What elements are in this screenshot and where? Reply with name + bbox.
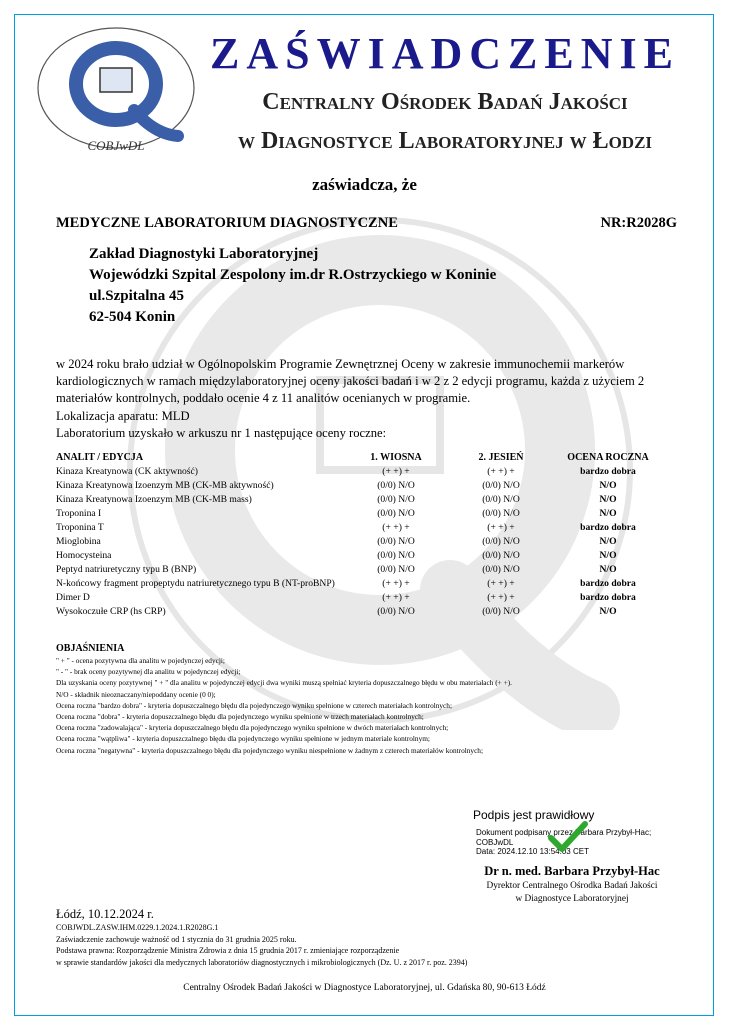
document-id: COBJWDL.ZASW.IHM.0229.1.2024.1.R2028G.1 <box>56 923 219 932</box>
signature-org: COBJwDL <box>476 837 514 847</box>
autumn-result-cell: (0/0) N/O <box>482 550 520 561</box>
spring-result-cell: (0/0) N/O <box>377 536 415 547</box>
annual-rating-cell: N/O <box>599 508 617 519</box>
table-row <box>56 549 686 563</box>
cobjwdl-logo <box>36 26 196 156</box>
annual-rating-cell: N/O <box>599 536 617 547</box>
table-row <box>56 493 686 507</box>
analyte-cell: Kinaza Kreatynowa Izoenzym MB (CK-MB aktywność) <box>56 480 274 491</box>
annual-rating-cell: bardzo dobra <box>580 592 636 603</box>
table-row <box>56 591 686 605</box>
explanation-line: Ocena roczna "wątpliwa" - kryteria dopuszczalnego błędu dla pojedynczego wyniku spełnione w jednym materiale kontrolnym; <box>56 734 430 744</box>
table-row <box>56 577 686 591</box>
results-intro: Laboratorium uzyskało w arkuszu nr 1 następujące oceny roczne: <box>56 425 387 440</box>
analyte-cell: Homocysteina <box>56 550 112 561</box>
annual-rating-cell: N/O <box>599 480 617 491</box>
annual-rating-cell: bardzo dobra <box>580 466 636 477</box>
autumn-result-cell: (+ +) + <box>487 522 515 533</box>
spring-result-cell: (0/0) N/O <box>377 494 415 505</box>
explanation-line: N/O - składnik nieoznaczany/niepoddany ocenie (0 0); <box>56 689 216 699</box>
header-spring: 1. WIOSNA <box>370 452 422 463</box>
spring-result-cell: (0/0) N/O <box>377 550 415 561</box>
autumn-result-cell: (0/0) N/O <box>482 480 520 491</box>
checkmark-icon <box>548 820 588 854</box>
table-row <box>56 507 686 521</box>
analyte-cell: Kinaza Kreatynowa (CK aktywność) <box>56 466 198 477</box>
laboratory-number: NR:R2028G <box>600 215 677 231</box>
analyte-cell: Peptyd natriuretyczny typu B (BNP) <box>56 564 197 575</box>
place-date: Łódź, 10.12.2024 r. <box>56 907 154 921</box>
footer-info <box>56 906 467 968</box>
analyte-cell: Kinaza Kreatynowa Izoenzym MB (CK-MB mass) <box>56 494 252 505</box>
spring-result-cell: (+ +) + <box>382 592 410 603</box>
validity-statement: Zaświadczenie zachowuje ważność od 1 stycznia do 31 grudnia 2025 roku. <box>56 934 297 944</box>
issuer-name-line2: w Diagnostyce Laboratoryjnej w Łodzi <box>237 128 653 154</box>
participation-paragraph: w 2024 roku brało udział w Ogólnopolskim Programie Zewnętrznej Oceny w zakresie immunochemii markerów kardiologicznych w ramach międzylaboratoryjnej oceny jakości badań i w 2 z 2 edycji programu, każda z użyciem 2 materiałów kontrolnych, poddało ocenie 4 z 11 analitów ocenianych w programie. <box>56 357 645 406</box>
explanation-line: Ocena roczna "dobra" - kryteria dopuszczalnego błędu dla pojedynczego wyniku spełnione w trzech materiałach kontrolnych; <box>56 712 424 722</box>
analyte-cell: Troponina I <box>56 508 102 519</box>
spring-result-cell: (0/0) N/O <box>377 606 415 617</box>
document-title: ZAŚWIADCZENIE <box>210 29 680 78</box>
analyte-cell: Wysokoczułe CRP (hs CRP) <box>56 606 166 617</box>
spring-result-cell: (+ +) + <box>382 522 410 533</box>
header-autumn: 2. JESIEŃ <box>478 452 524 463</box>
table-row <box>56 605 686 619</box>
explanation-line: Ocena roczna "bardzo dobra" - kryteria dopuszczalnego błędu dla pojedynczego wyniku spełnione w czterech materiałach kontrolnych; <box>56 700 452 710</box>
annual-rating-cell: N/O <box>599 550 617 561</box>
explanations <box>56 643 696 756</box>
table-row <box>56 465 686 479</box>
spring-result-cell: (0/0) N/O <box>377 480 415 491</box>
autumn-result-cell: (+ +) + <box>487 592 515 603</box>
spring-result-cell: (+ +) + <box>382 578 410 589</box>
explanation-line: Ocena roczna "zadowalająca" - kryteria dopuszczalnego błędu dla pojedynczego wyniku spełnione w dwóch materiałach kontrolnych; <box>56 723 449 733</box>
annual-rating-cell: N/O <box>599 606 617 617</box>
address-line: Wojewódzki Szpital Zespolony im.dr R.Ostrzyckiego w Koninie <box>89 267 497 283</box>
annual-rating-cell: bardzo dobra <box>580 578 636 589</box>
autumn-result-cell: (0/0) N/O <box>482 508 520 519</box>
analyte-cell: Mioglobina <box>56 536 101 547</box>
table-row <box>56 479 686 493</box>
device-location: Lokalizacja aparatu: MLD <box>56 408 190 423</box>
legal-basis-line: w sprawie standardów jakości dla medycznych laboratoriów diagnostycznych i mikrobiologicznych (Dz. U. z 2017 r. poz. 2394) <box>56 957 468 967</box>
autumn-result-cell: (+ +) + <box>487 466 515 477</box>
explanation-line: " - " - brak oceny pozytywnej dla analitu w pojedynczej edycji; <box>56 667 241 677</box>
legal-basis-line: Podstawa prawna: Rozporządzenie Ministra Zdrowia z dnia 15 grudnia 2017 r. zmieniające rozporządzenie <box>56 946 400 955</box>
analyte-cell: Dimer D <box>56 592 90 603</box>
analyte-cell: Troponina T <box>56 522 104 533</box>
issuer-address: Centralny Ośrodek Badań Jakości w Diagnostyce Laboratoryjnej, ul. Gdańska 80, 90-613 Łódź <box>183 983 546 993</box>
annual-rating-cell: N/O <box>599 494 617 505</box>
logo-text: COBJwDL <box>87 138 145 153</box>
participation-statement <box>56 356 681 442</box>
signature-date: Data: 2024.12.10 13:54:03 CET <box>476 847 589 856</box>
signer-role-line: w Diagnostyce Laboratoryjnej <box>515 893 629 904</box>
spring-result-cell: (0/0) N/O <box>377 508 415 519</box>
signature-signed-by: Dokument podpisany przez Barbara Przybył-Hac; <box>476 828 652 837</box>
results-table <box>56 451 686 619</box>
explanation-line: Dla uzyskania oceny pozytywnej " + " dla analitu w pojedynczej edycji dwa wyniki muszą spełniać kryteria dopuszczalnego błędu w obu materiałach (+ +). <box>56 678 512 688</box>
table-row <box>56 563 686 577</box>
table-row <box>56 521 686 535</box>
explanation-line: " + " - ocena pozytywna dla analitu w pojedynczej edycji; <box>56 656 225 665</box>
address-line: Zakład Diagnostyki Laboratoryjnej <box>89 246 319 262</box>
address-line: 62-504 Konin <box>89 309 176 325</box>
spring-result-cell: (0/0) N/O <box>377 564 415 575</box>
autumn-result-cell: (+ +) + <box>487 578 515 589</box>
autumn-result-cell: (0/0) N/O <box>482 494 520 505</box>
signer-name: Dr n. med. Barbara Przybył-Hac <box>484 864 660 878</box>
analyte-cell: N-końcowy fragment propeptydu natriuretycznego typu B (NT-proBNP) <box>56 578 335 589</box>
autumn-result-cell: (0/0) N/O <box>482 564 520 575</box>
signer-role <box>472 880 672 905</box>
spring-result-cell: (+ +) + <box>382 466 410 477</box>
signer-role-line: Dyrektor Centralnego Ośrodka Badań Jakości <box>486 881 658 891</box>
laboratory-type: MEDYCZNE LABORATORIUM DIAGNOSTYCZNE <box>56 215 398 231</box>
autumn-result-cell: (0/0) N/O <box>482 536 520 547</box>
laboratory-address <box>89 244 496 328</box>
address-line: ul.Szpitalna 45 <box>89 288 185 304</box>
certifies-text: zaświadcza, że <box>312 175 417 194</box>
annual-rating-cell: N/O <box>599 564 617 575</box>
table-row <box>56 535 686 549</box>
autumn-result-cell: (0/0) N/O <box>482 606 520 617</box>
table-header-row <box>56 451 686 465</box>
signature-valid-label: Podpis jest prawidłowy <box>473 808 595 822</box>
header-analyte: ANALIT / EDYCJA <box>56 452 144 463</box>
annual-rating-cell: bardzo dobra <box>580 522 636 533</box>
issuer-name-line1: Centralny Ośrodek Badań Jakości <box>262 89 628 115</box>
explanation-line: Ocena roczna "negatywna" - kryteria dopuszczalnego błędu dla pojedynczego wyniku niespełnione w żadnym z czterech materiałów kontrolnych; <box>56 745 483 755</box>
explanations-title: OBJAŚNIENIA <box>56 643 125 654</box>
header-annual: OCENA ROCZNA <box>567 452 649 463</box>
